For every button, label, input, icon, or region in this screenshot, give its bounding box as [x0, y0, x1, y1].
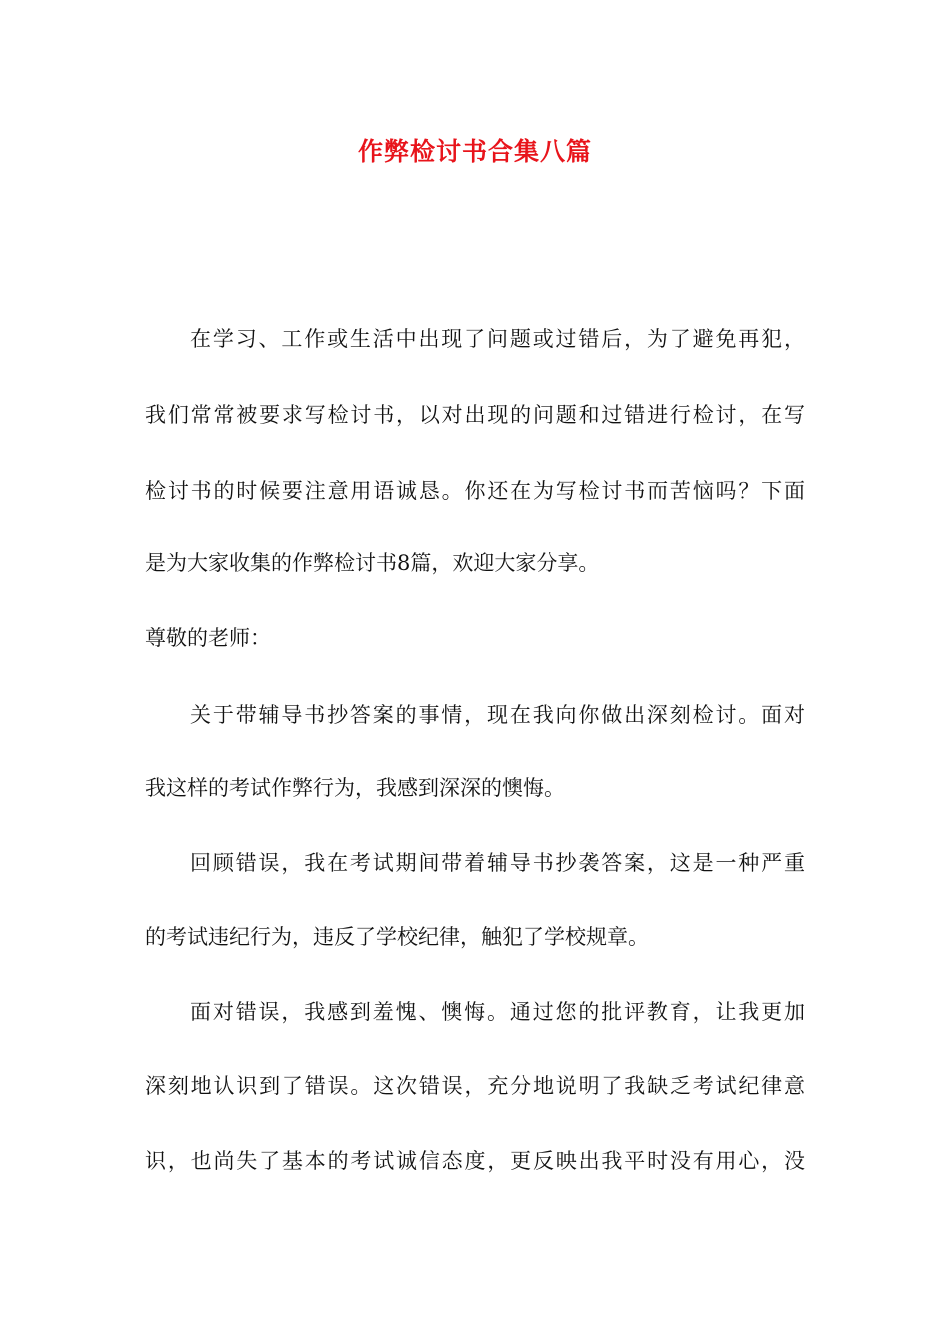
paragraph-line: 回顾错误，我在考试期间带着辅导书抄袭答案，这是一种严重 [190, 851, 805, 875]
paragraph-line: 深刻地认识到了错误。这次错误，充分地说明了我缺乏考试纪律意 [145, 1074, 805, 1098]
paragraph-line: 在学习、工作或生活中出现了问题或过错后，为了避免再犯， [190, 327, 805, 351]
salutation: 尊敬的老师： [145, 626, 271, 650]
paragraph-line: 我们常常被要求写检讨书，以对出现的问题和过错进行检讨，在写 [145, 403, 805, 427]
paragraph-line: 的考试违纪行为，违反了学校纪律，触犯了学校规章。 [145, 925, 649, 949]
paragraph-line: 检讨书的时候要注意用语诚恳。你还在为写检讨书而苦恼吗？下面 [145, 479, 805, 503]
document-title: 作弊检讨书合集八篇 [357, 137, 592, 166]
paragraph-line: 面对错误，我感到羞愧、懊悔。通过您的批评教育，让我更加 [190, 1000, 805, 1024]
paragraph-line: 识，也尚失了基本的考试诚信态度，更反映出我平时没有用心，没 [145, 1149, 805, 1173]
paragraph-line: 关于带辅导书抄答案的事情，现在我向你做出深刻检讨。面对 [190, 703, 805, 727]
paragraph-line: 是为大家收集的作弊检讨书8篇，欢迎大家分享。 [145, 551, 600, 575]
paragraph-line: 我这样的考试作弊行为，我感到深深的懊悔。 [145, 776, 565, 800]
